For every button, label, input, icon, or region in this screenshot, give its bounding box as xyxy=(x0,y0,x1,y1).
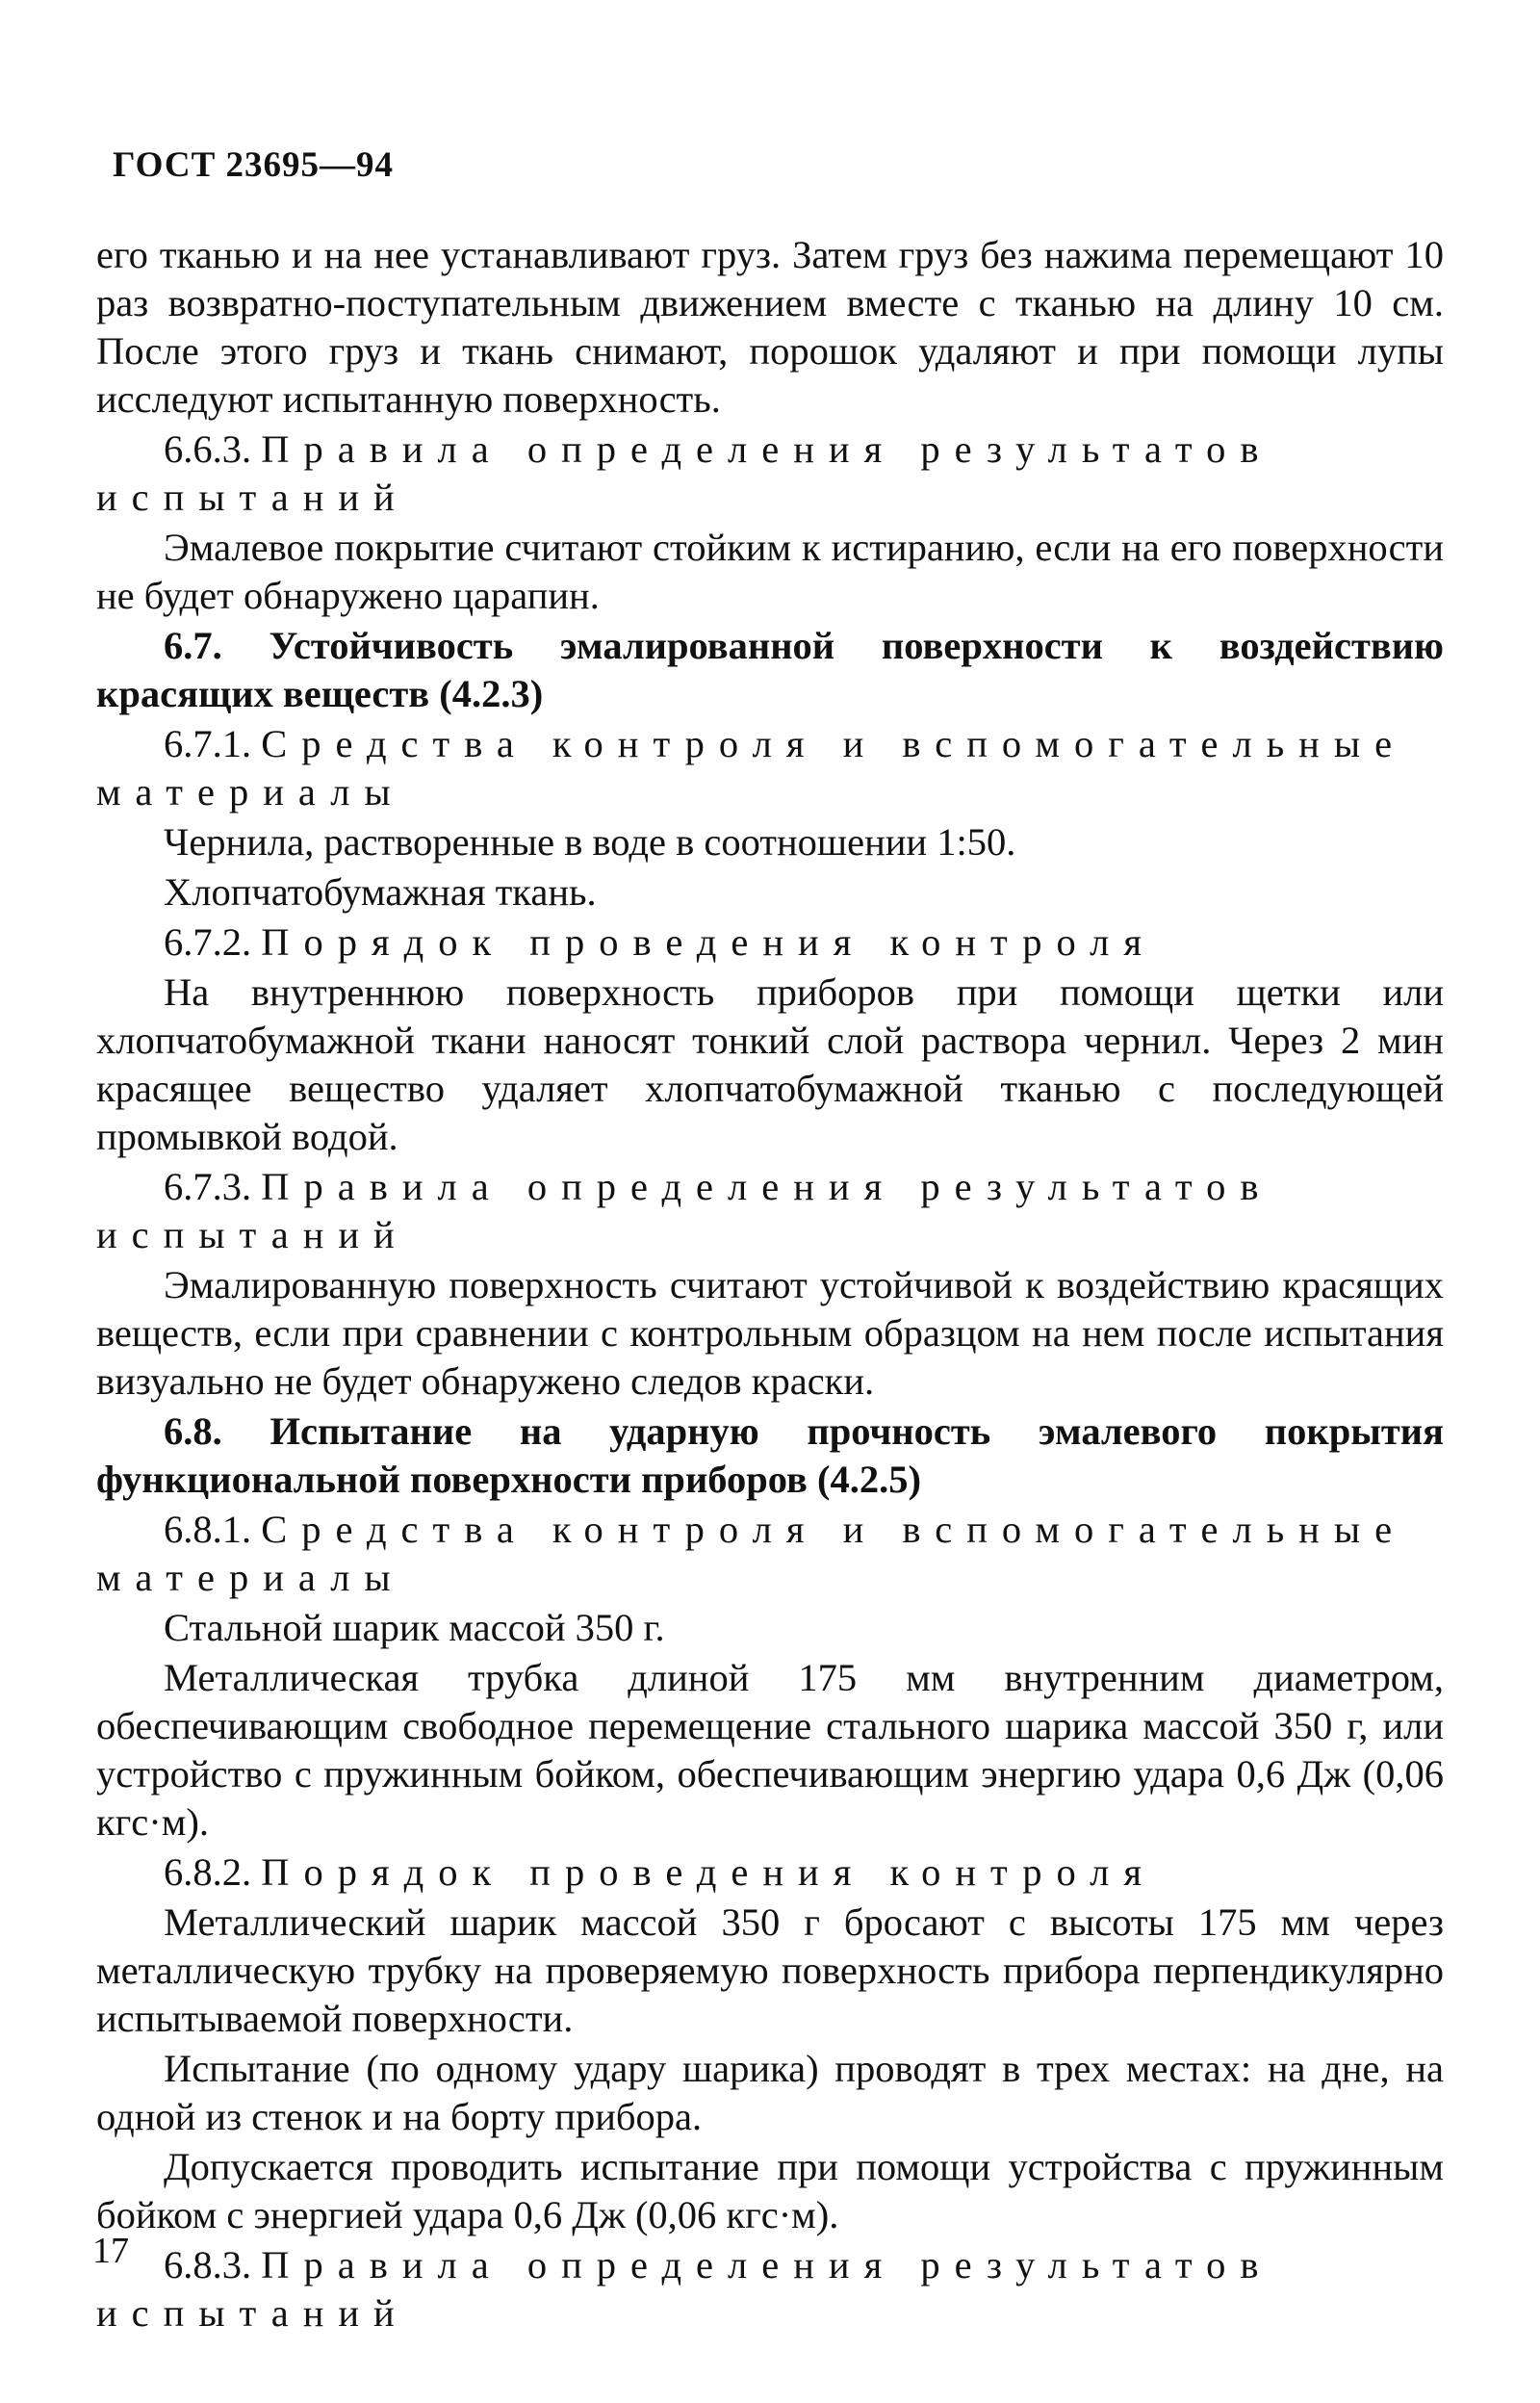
paragraph-text: его тканью и на нее устанавливают груз. Затем груз без нажима перемещают 10 раз возвратно-поступательным движением вместе с тканью на длину 10 см. После этого груз и ткань снимают, порошок удаляют и при помощи лупы исследуют испытанную поверхность. xyxy=(96,233,1444,421)
subsection-number: 6.8.2. xyxy=(164,1850,252,1894)
paragraph-text: Эмалированную поверхность считают устойчивой к воздействию красящих веществ, если при сравнении с контрольным образцом на нем после испытания визуально не будет обнаружено следов краски. xyxy=(96,1263,1444,1403)
paragraph-text: Стальной шарик массой 350 г. xyxy=(164,1606,665,1649)
paragraph-text: Металлическая трубка длиной 175 мм внутренним диаметром, обеспечивающим свободное перемещение стального шарика массой 350 г, или устройство с пружинным бойком, обеспечивающим энергию удара 0,6 Дж (0,06 кгс·м). xyxy=(96,1656,1444,1844)
paragraph-p10 xyxy=(96,1163,1444,1259)
subsection-title: Порядок проведения контроля xyxy=(261,1850,1157,1894)
paragraph-text: Чернила, растворенные в воде в соотношении 1:50. xyxy=(164,820,1016,864)
subsection-number: 6.6.3. xyxy=(164,427,252,471)
subsection-title: Средства контроля и вспомогательные материалы xyxy=(96,722,1407,814)
paragraph-p6 xyxy=(96,818,1444,866)
paragraph-p20 xyxy=(96,2241,1444,2338)
subsection-number: 6.8.1. xyxy=(164,1508,252,1551)
section-title: Устойчивость эмалированной поверхности к воздействию красящих веществ (4.2.3) xyxy=(96,624,1445,715)
paragraph-p19 xyxy=(96,2143,1444,2239)
paragraph-text: Испытание (по одному удару шарика) проводят в трех местах: на дне, на одной из стенок и на борту прибора. xyxy=(96,2047,1444,2138)
paragraph-p5 xyxy=(96,720,1444,816)
paragraph-text: Допускается проводить испытание при помощи устройства с пружинным бойком с энергией удара 0,6 Дж (0,06 кгс·м). xyxy=(96,2145,1444,2236)
subsection-title: Средства контроля и вспомогательные материалы xyxy=(96,1508,1407,1599)
paragraph-p16 xyxy=(96,1848,1444,1897)
subsection-number: 6.7.3. xyxy=(164,1165,252,1208)
paragraph-p11 xyxy=(96,1261,1444,1406)
subsection-title: Правила определения результатов испытаний xyxy=(96,427,1273,519)
paragraph-text: Хлопчатобумажная ткань. xyxy=(164,870,597,914)
paragraph-p13 xyxy=(96,1506,1444,1602)
paragraph-p3 xyxy=(96,524,1444,620)
paragraph-p4 xyxy=(96,622,1444,718)
document-body xyxy=(96,231,1444,2338)
paragraph-p12 xyxy=(96,1408,1444,1504)
subsection-title: Правила определения результатов испытаний xyxy=(96,2243,1273,2335)
page-number: 17 xyxy=(92,2231,129,2271)
paragraph-p2 xyxy=(96,426,1444,522)
standard-header: ГОСТ 23695—94 xyxy=(113,145,394,185)
section-number: 6.7. xyxy=(164,624,222,667)
paragraph-p1 xyxy=(96,231,1444,424)
paragraph-p9 xyxy=(96,969,1444,1161)
paragraph-p18 xyxy=(96,2045,1444,2141)
paragraph-text: Металлический шарик массой 350 г бросают с высоты 175 мм через металлическую трубку на проверяемую поверхность прибора перпендикулярно испытываемой поверхности. xyxy=(96,1900,1444,2040)
subsection-title: Порядок проведения контроля xyxy=(261,920,1157,964)
paragraph-p17 xyxy=(96,1899,1444,2043)
section-number: 6.8. xyxy=(164,1409,222,1453)
paragraph-p7 xyxy=(96,868,1444,917)
paragraph-text: Эмалевое покрытие считают стойким к истиранию, если на его поверхности не будет обнаружено царапин. xyxy=(96,526,1444,617)
paragraph-p14 xyxy=(96,1604,1444,1652)
section-title: Испытание на ударную прочность эмалевого покрытия функциональной поверхности приборов (4.2.5) xyxy=(96,1409,1445,1501)
subsection-number: 6.7.2. xyxy=(164,920,252,964)
subsection-number: 6.7.1. xyxy=(164,722,252,765)
paragraph-p8 xyxy=(96,918,1444,967)
subsection-number: 6.8.3. xyxy=(164,2243,252,2287)
subsection-title: Правила определения результатов испытаний xyxy=(96,1165,1273,1256)
paragraph-p15 xyxy=(96,1654,1444,1847)
paragraph-text: На внутреннюю поверхность приборов при помощи щетки или хлопчатобумажной ткани наносят тонкий слой раствора чернил. Через 2 мин красящее вещество удаляет хлопчатобумажной тканью с последующей промывкой водой. xyxy=(96,970,1444,1158)
